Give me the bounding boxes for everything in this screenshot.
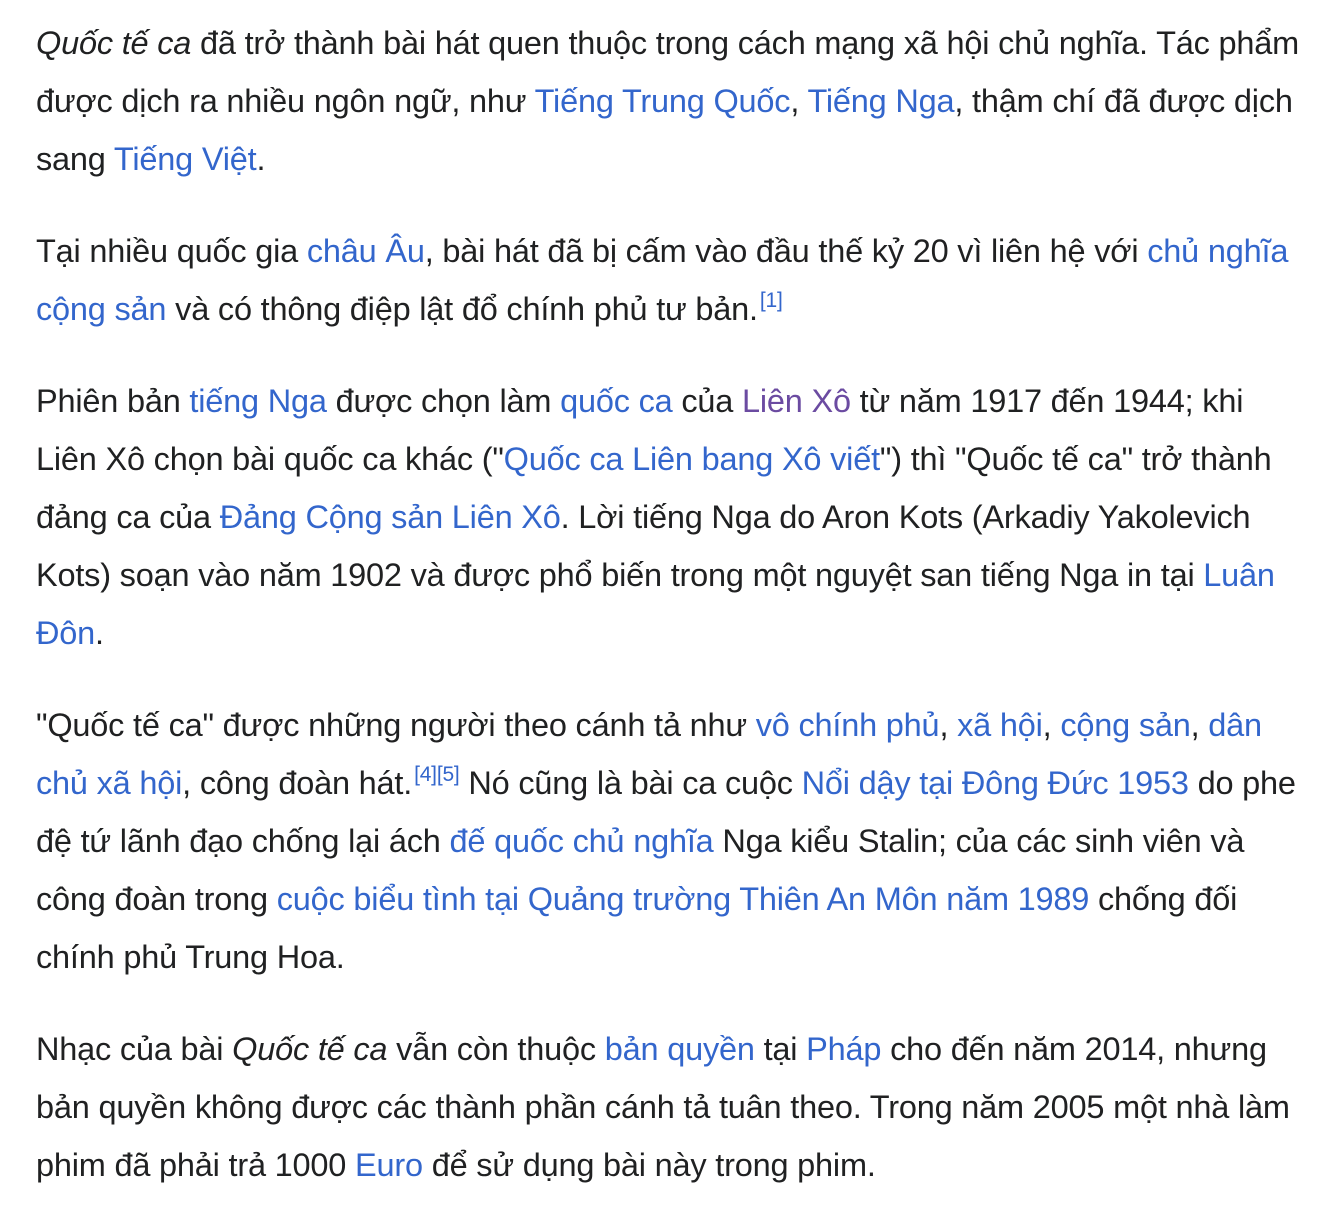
paragraph-2: [36, 222, 1304, 338]
text: Nó cũng là bài ca cuộc: [459, 765, 802, 801]
text: ,: [1042, 707, 1061, 743]
text: của: [672, 383, 743, 419]
text: được chọn làm: [326, 383, 561, 419]
link-national-anthem[interactable]: quốc ca: [560, 383, 673, 419]
link-london[interactable]: Luân Đôn: [36, 557, 1275, 651]
reference-1[interactable]: [760, 289, 783, 312]
text: cho đến năm 2014, nhưng bản quyền không được các thành phần cánh tả tuân theo. Trong năm 2005 một nhà làm phim đã phải trả 1000: [36, 1031, 1290, 1183]
text: . Lời tiếng Nga do Aron Kots (Arkadiy Yakolevich Kots) soạn vào năm 1902 và được phổ biến trong một nguyệt san tiếng Nga in tại: [36, 499, 1251, 593]
text: Nga kiểu Stalin; của các sinh viên và công đoàn trong: [36, 823, 1245, 917]
paragraph-5: [36, 1020, 1304, 1194]
text: ") thì "Quốc tế ca" trở thành đảng ca của: [36, 441, 1272, 535]
link-soviet-anthem[interactable]: Quốc ca Liên bang Xô viết: [503, 441, 880, 477]
text: ,: [1190, 707, 1209, 743]
link-communism[interactable]: chủ nghĩa cộng sản: [36, 233, 1289, 327]
link-east-german-uprising[interactable]: Nổi dậy tại Đông Đức 1953: [801, 765, 1189, 801]
article-body: [36, 14, 1304, 1228]
link-tiananmen-protests[interactable]: cuộc biểu tình tại Quảng trường Thiên An Môn năm 1989: [276, 881, 1090, 917]
text: Tại nhiều quốc gia: [36, 233, 307, 269]
reference-5[interactable]: [437, 763, 460, 786]
text: .: [95, 615, 104, 651]
paragraph-3: [36, 372, 1304, 662]
reference-4[interactable]: [414, 763, 437, 786]
text: do phe đệ tứ lãnh đạo chống lại ách: [36, 765, 1296, 859]
link-euro[interactable]: Euro: [355, 1147, 423, 1183]
text: , công đoàn hát.: [182, 765, 413, 801]
text: chống đối chính phủ Trung Hoa.: [36, 881, 1238, 975]
text: ,: [939, 707, 958, 743]
link-copyright[interactable]: bản quyền: [604, 1031, 755, 1067]
text: Nhạc của bài: [36, 1031, 233, 1067]
link-europe[interactable]: châu Âu: [306, 233, 425, 269]
text: "Quốc tế ca" được những người theo cánh tả như: [36, 707, 756, 743]
paragraph-1: [36, 14, 1304, 188]
text: vẫn còn thuộc: [387, 1031, 605, 1067]
reference-link[interactable]: [4]: [414, 763, 437, 786]
song-title-italic: Quốc tế ca: [36, 25, 192, 61]
text: .: [256, 141, 266, 177]
text: Phiên bản: [36, 383, 190, 419]
reference-link[interactable]: [1]: [759, 289, 783, 312]
song-title-italic: Quốc tế ca: [232, 1031, 388, 1067]
link-communist[interactable]: cộng sản: [1060, 707, 1191, 743]
link-social-democracy[interactable]: dân chủ xã hội: [36, 707, 1262, 801]
link-socialism[interactable]: xã hội: [957, 707, 1043, 743]
link-chinese[interactable]: Tiếng Trung Quốc: [534, 83, 791, 119]
link-cpsu[interactable]: Đảng Cộng sản Liên Xô: [219, 499, 561, 535]
text: để sử dụng bài này trong phim.: [422, 1147, 876, 1183]
text: từ năm 1917 đến 1944; khi Liên Xô chọn bài quốc ca khác (": [36, 383, 1244, 477]
reference-link[interactable]: [5]: [436, 763, 460, 786]
link-imperialism[interactable]: đế quốc chủ nghĩa: [449, 823, 714, 859]
link-soviet-union[interactable]: Liên Xô: [742, 383, 851, 419]
text: tại: [754, 1031, 807, 1067]
text: , thậm chí đã được dịch sang: [36, 83, 1293, 177]
link-anarchism[interactable]: vô chính phủ: [755, 707, 940, 743]
link-vietnamese[interactable]: Tiếng Việt: [113, 141, 257, 177]
link-russian[interactable]: Tiếng Nga: [807, 83, 955, 119]
link-france[interactable]: Pháp: [806, 1031, 882, 1067]
paragraph-4: [36, 696, 1304, 986]
text: , bài hát đã bị cấm vào đầu thế kỷ 20 vì liên hệ với: [424, 233, 1148, 269]
text: và có thông điệp lật đổ chính phủ tư bản.: [166, 291, 758, 327]
text: ,: [790, 83, 808, 119]
text: đã trở thành bài hát quen thuộc trong cách mạng xã hội chủ nghĩa. Tác phẩm được dịch ra nhiều ngôn ngữ, như: [36, 25, 1300, 119]
link-russian-language[interactable]: tiếng Nga: [189, 383, 327, 419]
